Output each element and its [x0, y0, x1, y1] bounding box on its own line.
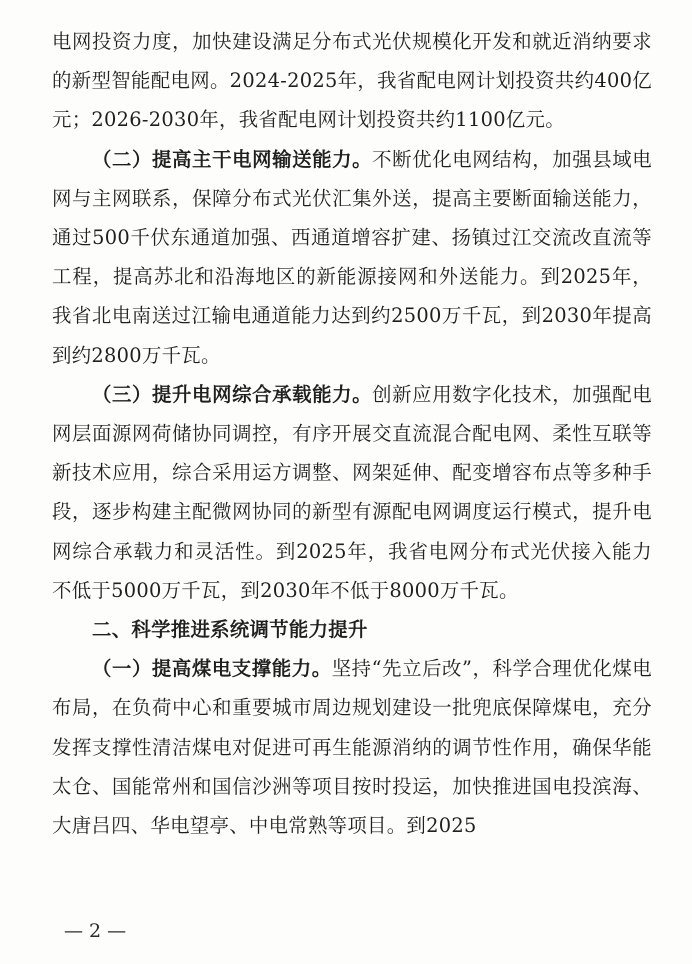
- paragraph-continuation: [52, 22, 652, 140]
- paragraph-body: 电网投资力度，加快建设满足分布式光伏规模化开发和就近消纳要求的新型智能配电网。2024-2025年，我省配电网计划投资共约400亿元；2026-2030年，我省配电网计划投资共约1100亿元。: [52, 30, 652, 132]
- paragraph-lead: （一）提高煤电支撑能力。: [92, 657, 332, 681]
- paragraph-body: 创新应用数字化技术，加强配电网层面源网荷储协同调控，有序开展交直流混合配电网、柔性互联等新技术应用，综合采用运方调整、网架延伸、配变增容布点等多种手段，逐步构建主配微网协同的新型有源配电网调度运行模式，提升电网综合承载力和灵活性。到2025年，我省电网分布式光伏接入能力不低于5000万千瓦，到2030年不低于8000万千瓦。: [52, 382, 652, 602]
- paragraph-lead: （三）提升电网综合承载能力。: [92, 382, 373, 406]
- paragraph-section-1-3: [52, 375, 652, 610]
- paragraph-body: 坚持“先立后改”，科学合理优化煤电布局，在负荷中心和重要城市周边规划建设一批兜底保障煤电，充分发挥支撑性清洁煤电对促进可再生能源消纳的调节性作用，确保华能太仓、国能常州和国信沙洲等项目按时投运，加快推进国电投滨海、大唐吕四、华电望亭、中电常熟等项目。到2025: [52, 657, 652, 838]
- paragraph-section-2-1: [52, 649, 652, 845]
- body-text: [52, 22, 652, 845]
- section-heading: 二、科学推进系统调节能力提升: [92, 618, 368, 642]
- paragraph-body: 不断优化电网结构，加强县域电网与主网联系，保障分布式光伏汇集外送，提高主要断面输送能力，通过500千伏东通道加强、西通道增容扩建、扬镇过江交流改直流等工程，提高苏北和沿海地区的新能源接网和外送能力。到2025年，我省北电南送过江输电通道能力达到约2500万千瓦，到2030年提高到约2800万千瓦。: [52, 147, 652, 367]
- paragraph-section-1-2: [52, 140, 652, 375]
- paragraph-lead: （二）提高主干电网输送能力。: [92, 147, 373, 171]
- page-number: — 2 —: [64, 920, 127, 942]
